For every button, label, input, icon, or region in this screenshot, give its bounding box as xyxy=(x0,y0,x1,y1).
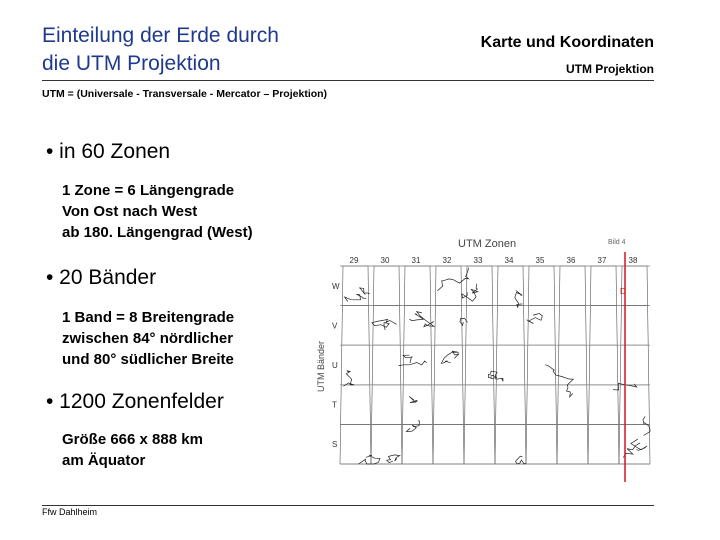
zone-cell xyxy=(435,266,461,306)
coastline xyxy=(516,456,526,464)
coastline xyxy=(387,455,400,463)
zone-cell xyxy=(403,385,433,425)
zone-cell xyxy=(435,306,462,346)
zone-cell xyxy=(526,424,557,464)
zone-cell xyxy=(402,424,433,464)
coastline xyxy=(437,268,468,291)
bullet-fields: • 1200 Zonenfelder xyxy=(46,390,224,413)
coastline xyxy=(343,371,354,387)
zone-label: 29 xyxy=(349,256,359,265)
zone-label: 34 xyxy=(504,256,514,265)
bullet-bands: • 20 Bänder xyxy=(46,266,157,289)
zone-cell xyxy=(557,424,588,464)
coastline xyxy=(643,417,650,436)
zone-cell xyxy=(341,385,371,425)
zone-cell xyxy=(372,385,402,425)
highlight-marker: D xyxy=(620,287,626,296)
band-label: T xyxy=(332,400,337,410)
bullet-bands-details xyxy=(62,307,234,370)
zone-cell xyxy=(497,306,524,346)
slide-subtitle: UTM = (Universale - Transversale - Mercator – Projektion) xyxy=(42,88,328,100)
utm-zone-map xyxy=(312,232,662,482)
zone-cell xyxy=(373,266,399,306)
footer-divider xyxy=(42,505,654,506)
zone-cell xyxy=(590,266,616,306)
zone-label: 33 xyxy=(473,256,483,265)
utm-zone-map-svg xyxy=(312,232,662,482)
zone-cell xyxy=(497,266,523,306)
band-label: W xyxy=(332,281,340,291)
coastline xyxy=(407,421,420,432)
coastline xyxy=(490,371,503,381)
detail-line: und 80° südlicher Breite xyxy=(62,351,234,368)
zone-label: 36 xyxy=(566,256,576,265)
zone-cell xyxy=(496,385,526,425)
coastline xyxy=(417,312,434,327)
band-label: V xyxy=(332,321,338,331)
zone-cell xyxy=(558,385,588,425)
map-y-axis-label: UTM Bänder xyxy=(316,340,326,392)
detail-line: am Äquator xyxy=(62,452,146,469)
zone-label: 32 xyxy=(442,256,452,265)
zone-cell xyxy=(588,424,619,464)
zone-label: 35 xyxy=(535,256,545,265)
detail-line: zwischen 84° nördlicher xyxy=(62,330,234,347)
zone-cell xyxy=(340,424,371,464)
zone-cell xyxy=(433,424,464,464)
section-subheading: UTM Projektion xyxy=(565,62,654,76)
zone-cell xyxy=(559,266,585,306)
zone-cell xyxy=(465,345,494,385)
zone-cell xyxy=(527,385,557,425)
coastline xyxy=(403,355,412,363)
coastline xyxy=(345,294,367,301)
detail-line: ab 180. Längengrad (West) xyxy=(62,224,253,241)
map-grid xyxy=(340,266,650,464)
zone-cell xyxy=(559,306,586,346)
zone-cell xyxy=(372,345,401,385)
zone-cell xyxy=(466,306,493,346)
header-divider xyxy=(42,80,654,81)
zone-label: 30 xyxy=(380,256,390,265)
detail-line: 1 Zone = 6 Längengrade xyxy=(62,182,235,199)
zone-cell xyxy=(589,345,618,385)
zone-cell xyxy=(620,385,650,425)
section-heading: Karte und Koordinaten xyxy=(480,34,654,51)
title-line-1: Einteilung der Erde durch xyxy=(42,24,279,47)
zone-cell xyxy=(619,424,650,464)
zone-cell xyxy=(341,345,370,385)
coastline xyxy=(409,396,418,402)
zone-cell xyxy=(495,424,526,464)
zone-label: 38 xyxy=(628,256,638,265)
map-figure-label: Bild 4 xyxy=(608,239,626,246)
footer-text: Ffw Dahlheim xyxy=(42,507,98,517)
zone-cell xyxy=(404,266,430,306)
bullet-fields-details xyxy=(62,429,203,471)
zone-cell xyxy=(528,266,554,306)
zone-label: 31 xyxy=(411,256,421,265)
coastline xyxy=(515,291,523,308)
zone-cell xyxy=(590,306,617,346)
coastline xyxy=(409,314,423,321)
zone-cell xyxy=(528,306,555,346)
coastline xyxy=(359,455,381,464)
map-title: UTM Zonen xyxy=(458,238,517,250)
coastline xyxy=(372,319,397,330)
detail-line: Von Ost nach West xyxy=(62,203,198,220)
bullet-zones-details xyxy=(62,180,253,243)
zone-cell xyxy=(527,345,556,385)
detail-line: Größe 666 x 888 km xyxy=(62,431,203,448)
zone-cell xyxy=(464,424,495,464)
slide-title xyxy=(42,22,372,78)
zone-cell xyxy=(434,385,464,425)
band-label: U xyxy=(332,361,338,370)
zone-label: 37 xyxy=(597,256,607,265)
band-label: S xyxy=(332,440,338,450)
zone-cell xyxy=(558,345,587,385)
detail-line: 1 Band = 8 Breitengrade xyxy=(62,309,235,326)
title-line-2: die UTM Projektion xyxy=(42,52,221,75)
zone-cell xyxy=(589,385,619,425)
coastline xyxy=(462,284,478,302)
bullet-zones: • in 60 Zonen xyxy=(46,140,171,163)
band-labels xyxy=(332,282,340,449)
coastline xyxy=(545,365,573,397)
zone-cell xyxy=(434,345,463,385)
zone-cell xyxy=(342,306,369,346)
zone-labels xyxy=(350,256,638,265)
coastline xyxy=(527,314,543,324)
coastline xyxy=(399,361,427,366)
coastline xyxy=(441,351,459,363)
zone-cell xyxy=(465,385,495,425)
